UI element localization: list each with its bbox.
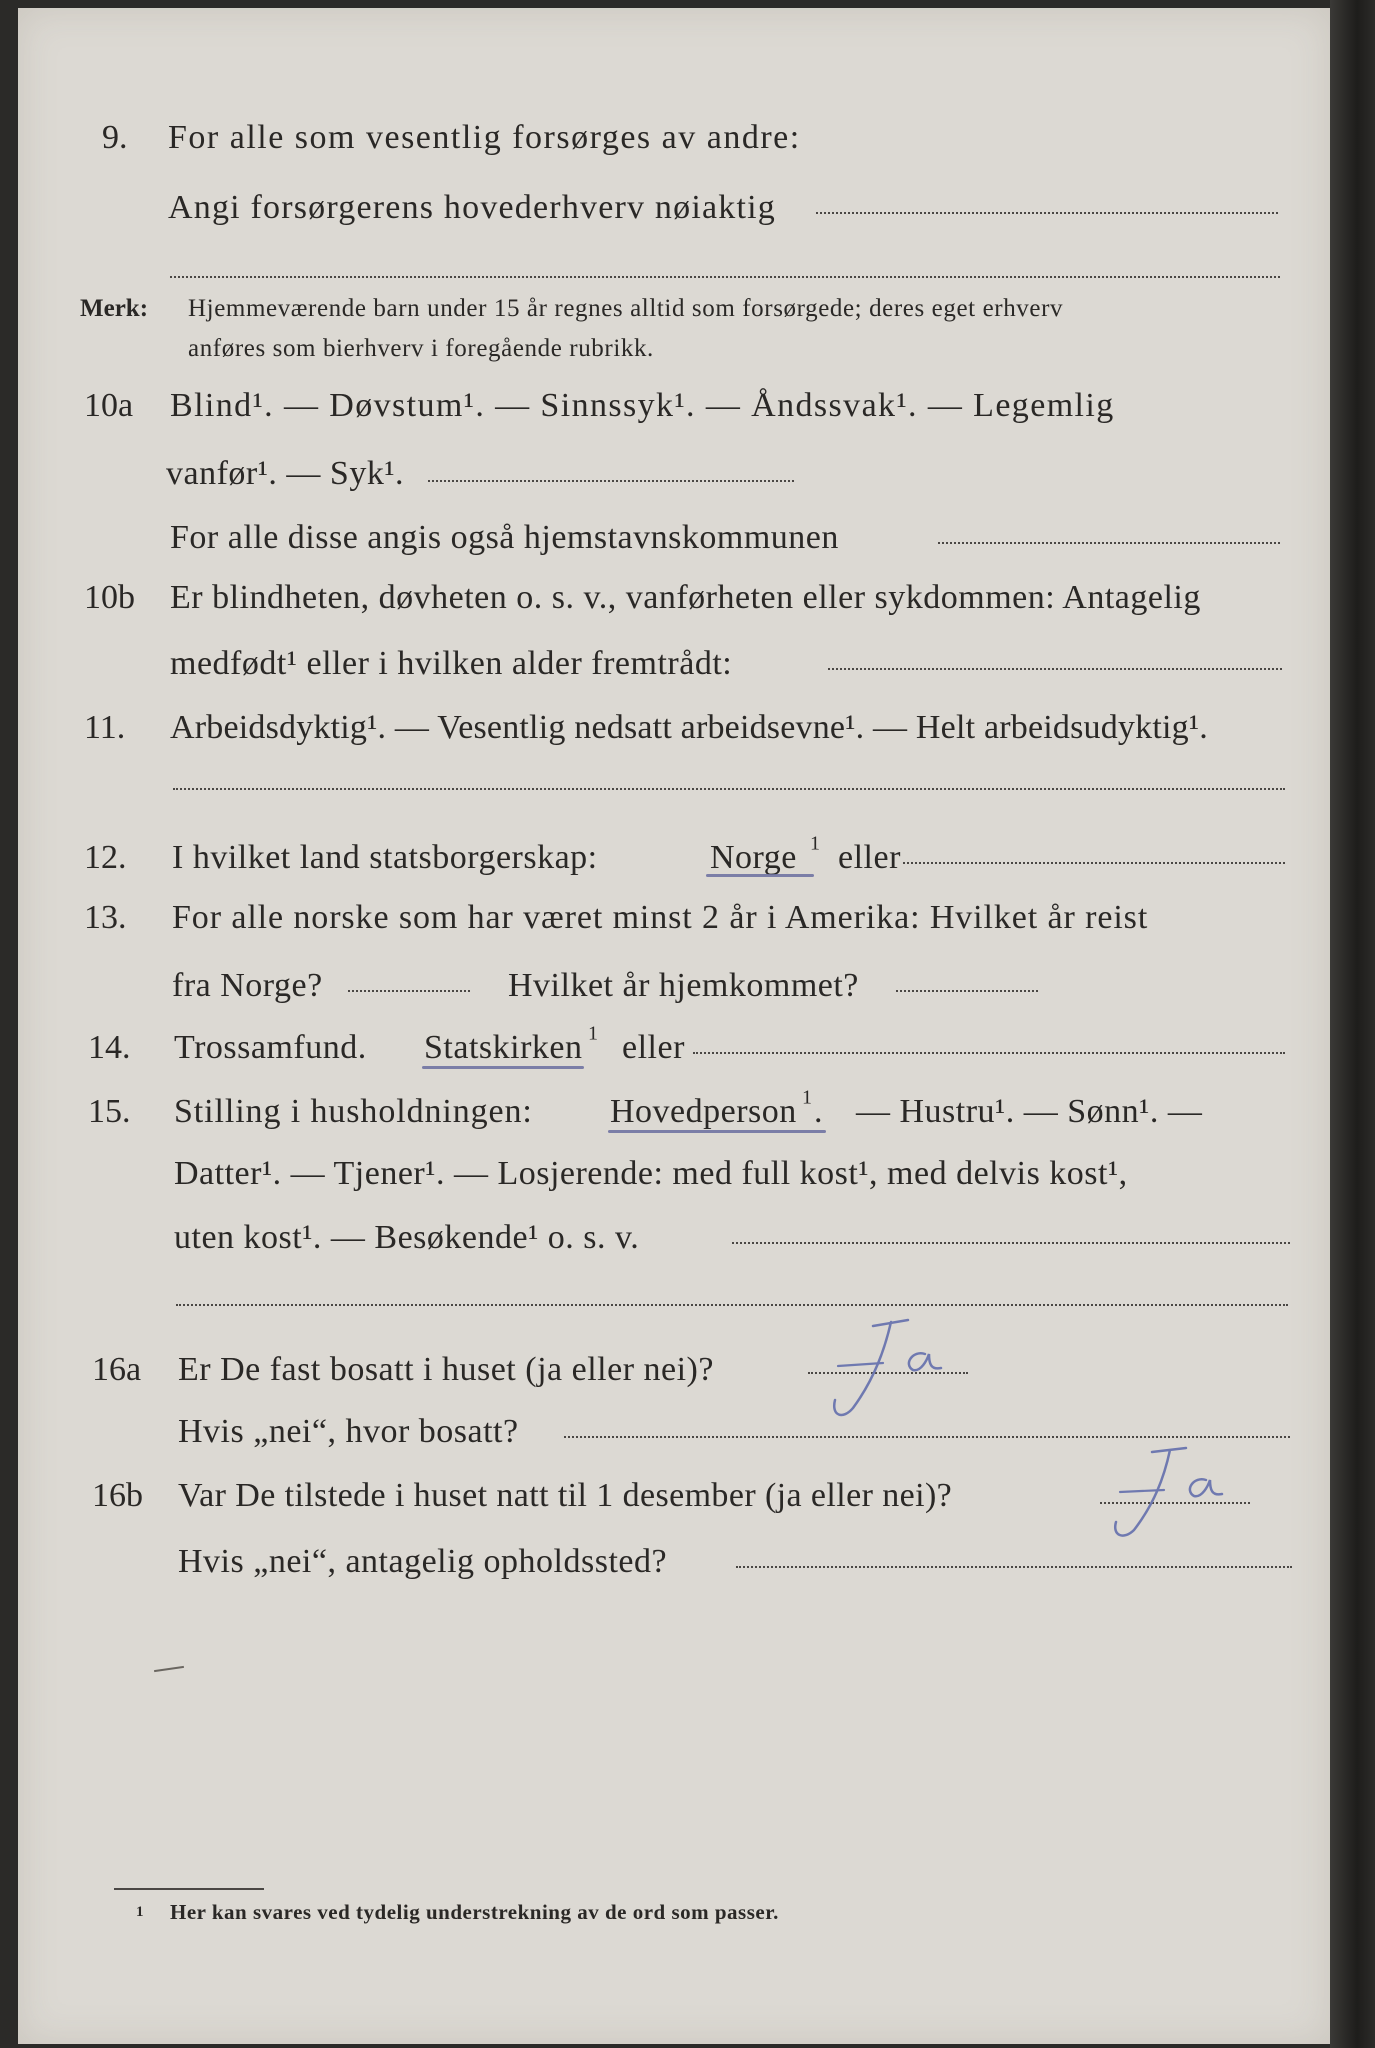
q10a-syk-field[interactable]: [428, 480, 794, 482]
q10b-line2: medfødt¹ eller i hvilken alder fremtrådt:: [170, 645, 733, 682]
q10a-line3: For alle disse angis også hjemstavnskommunen: [170, 519, 839, 556]
q15-line1b: — Hustru¹. — Sønn¹. —: [856, 1093, 1203, 1130]
q10a-line1: Blind¹. — Døvstum¹. — Sinnssyk¹. — Åndssvak¹. — Legemlig: [170, 387, 1115, 424]
q15-hovedperson-underline: [608, 1130, 826, 1133]
q14-number: 14.: [88, 1029, 131, 1066]
q14-pre: Trossamfund.: [174, 1029, 367, 1066]
q14-post: eller: [622, 1029, 685, 1066]
q13-line2b: Hvilket år hjemkommet?: [508, 967, 859, 1004]
q14-other-field[interactable]: [693, 1052, 1285, 1054]
q16b-opholdssted-field[interactable]: [736, 1566, 1292, 1568]
q9-answer-field-2[interactable]: [170, 276, 1280, 278]
q9-answer-field[interactable]: [816, 212, 1278, 214]
q9-line2: Angi forsørgerens hovederhverv nøiaktig: [168, 189, 776, 226]
footnote-rule: [114, 1888, 264, 1890]
merk-line1: Hjemmeværende barn under 15 år regnes alltid som forsørgede; deres eget erhverv: [188, 295, 1064, 322]
q15-line2: Datter¹. — Tjener¹. — Losjerende: med full kost¹, med delvis kost¹,: [174, 1155, 1128, 1192]
q16a-number: 16a: [92, 1351, 142, 1388]
q12-other-field[interactable]: [903, 862, 1285, 864]
q13-hjemkommet-field[interactable]: [896, 990, 1038, 992]
q11-number: 11.: [84, 709, 126, 746]
q15-hovedperson-option[interactable]: Hovedperson: [610, 1093, 797, 1130]
q15-besokende-field[interactable]: [732, 1242, 1290, 1244]
q13-line1: For alle norske som har været minst 2 år i Amerika: Hvilket år reist: [172, 899, 1149, 936]
q14-statskirken-underline: [422, 1066, 584, 1069]
q12-norge-option[interactable]: Norge: [710, 839, 797, 876]
q12-pre: I hvilket land statsborgerskap:: [172, 839, 598, 876]
q11-line1: Arbeidsdyktig¹. — Vesentlig nedsatt arbeidsevne¹. — Helt arbeidsudyktig¹.: [170, 709, 1208, 746]
q9-line1: For alle som vesentlig forsørges av andre:: [168, 119, 801, 156]
q15-number: 15.: [88, 1093, 131, 1130]
stray-pen-mark: [154, 1666, 184, 1672]
scan-edge: [1330, 0, 1375, 2048]
q10a-line2: vanfør¹. — Syk¹.: [166, 455, 405, 492]
q16a-line2: Hvis „nei“, hvor bosatt?: [178, 1413, 519, 1450]
q13-line2a: fra Norge?: [172, 967, 323, 1004]
q12-number: 12.: [84, 839, 127, 876]
q13-number: 13.: [84, 899, 127, 936]
q15-answer-field[interactable]: [176, 1304, 1288, 1306]
q10a-number: 10a: [84, 387, 134, 424]
q12-post: eller: [838, 839, 901, 876]
q16b-line1: Var De tilstede i huset natt til 1 desember (ja eller nei)?: [178, 1477, 953, 1514]
q15-line3: uten kost¹. — Besøkende¹ o. s. v.: [174, 1219, 640, 1256]
q10b-line1: Er blindheten, døvheten o. s. v., vanførheten eller sykdommen: Antagelig: [170, 579, 1201, 616]
q9-number: 9.: [102, 119, 128, 156]
q10a-hjemstavn-field[interactable]: [938, 542, 1280, 544]
q16a-bosatt-field[interactable]: [564, 1436, 1290, 1438]
q16b-handwritten-answer: [1100, 1440, 1280, 1570]
form-page: 9. For alle som vesentlig forsørges av andre: Angi forsørgerens hovederhverv nøiaktig Merk: Hjemmeværende barn under 15 år regnes alltid som forsørgede; deres eget erhverv anføres som bierhverv i foregående rubrikk. 10a Blind¹. — Døvstum¹. — Sinnssyk¹. — Åndssvak¹. — Legemlig vanfør¹. — Syk¹. For alle disse angis også hjemstavnskommunen 10b Er blindheten, døvheten o. s. v., vanførheten eller sykdommen: Antagelig medfødt¹ eller i hvilken alder fremtrådt: 11. Arbeidsdyktig¹. — Vesentlig nedsatt arbeidsevne¹. — Helt arbeidsudyktig¹. 12. I hvilket land statsborgerskap: Norge $^1$ eller 13. For alle norske som har været minst 2 år i Amerika: Hvilket år reist fra Norge? Hvilket år hjemkommet? 14. Trossamfund. Statskirken $^1$ eller 15. Stilling i husholdningen: Hovedperson $^1$ . — Hustru¹. — Sønn¹. — Datter¹. — Tjener¹. — Losjerende: med full kost¹, med delvis kost¹, uten kost¹. — Besøkende¹ o. s. v. 16a Er De fast bosatt i huset (ja eller nei)? Hvis „nei“, hvor bosatt? 16b Var De tilstede i huset natt til 1 desember (ja eller nei)? Hvis „nei“, antagelig opholdssted? 1 Her kan svares ved tydelig understrekning av de ord som passer.: [18, 8, 1330, 2044]
q13-reist-field[interactable]: [348, 990, 470, 992]
q10b-number: 10b: [84, 579, 135, 616]
q16a-line1: Er De fast bosatt i huset (ja eller nei)?: [178, 1351, 714, 1388]
q16a-handwritten-answer: [813, 1308, 993, 1438]
merk-label: Merk:: [80, 295, 149, 322]
footnote-marker: 1: [136, 1904, 144, 1920]
q11-answer-field[interactable]: [173, 788, 1285, 790]
q14-statskirken-option[interactable]: Statskirken: [424, 1029, 583, 1066]
q10b-alder-field[interactable]: [828, 668, 1282, 670]
q15-line1a: Stilling i husholdningen:: [174, 1093, 533, 1130]
q16b-number: 16b: [92, 1477, 143, 1514]
q16b-line2: Hvis „nei“, antagelig opholdssted?: [178, 1543, 668, 1580]
merk-line2: anføres som bierhverv i foregående rubrikk.: [188, 335, 654, 362]
q12-norge-underline: [706, 874, 814, 877]
footnote-text: Her kan svares ved tydelig understrekning av de ord som passer.: [170, 1900, 779, 1924]
